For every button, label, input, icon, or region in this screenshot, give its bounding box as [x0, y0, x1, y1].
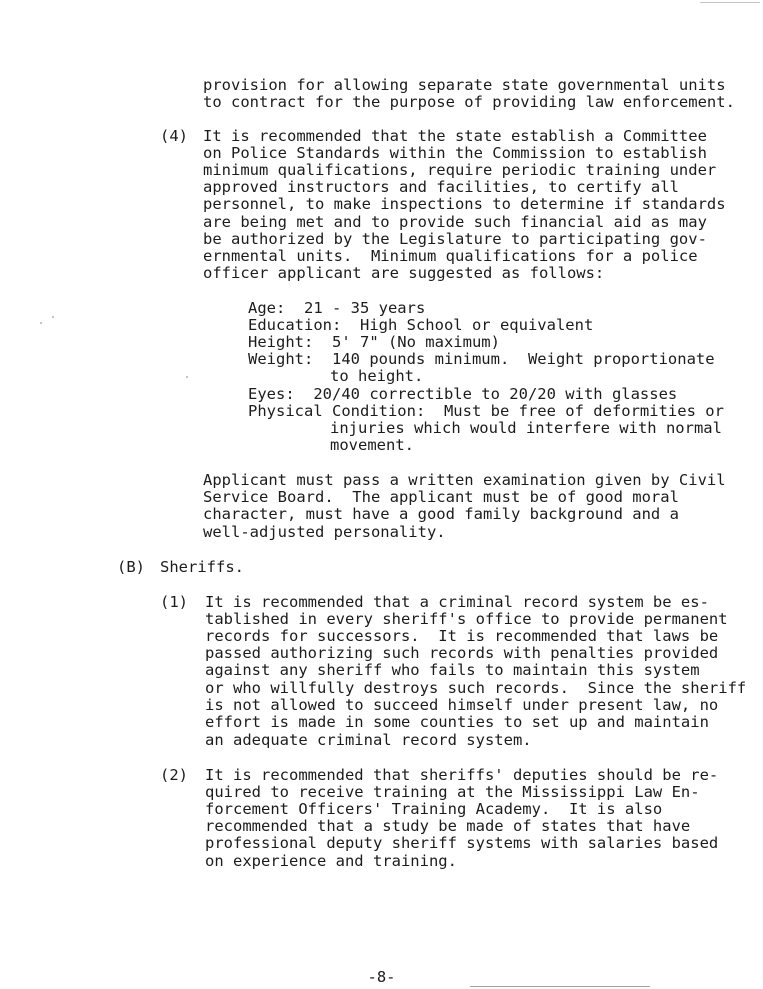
text-line: tablished in every sheriff's office to provide permanent: [205, 610, 728, 628]
text-line: It is recommended that a criminal record system be es-: [205, 593, 709, 611]
text-line: records for successors. It is recommended that laws be: [205, 627, 719, 645]
text-line: approved instructors and facilities, to certify all: [203, 178, 679, 196]
qualification-weight-continued: to height.: [330, 367, 424, 385]
text-line: forcement Officers' Training Academy. It is also: [205, 800, 663, 818]
item-marker: (1): [160, 593, 188, 611]
text-line: are being met and to provide such financial aid as may: [203, 213, 707, 231]
text-line: be authorized by the Legislature to participating gov-: [203, 230, 707, 248]
scan-speck: [40, 322, 42, 324]
text-line: on Police Standards within the Commission to establish: [203, 144, 707, 162]
text-line: professional deputy sheriff systems with salaries based: [205, 834, 719, 852]
qualification-physical: Physical Condition: Must be free of deformities or: [248, 402, 724, 420]
scan-speck: [52, 316, 54, 318]
text-line: passed authorizing such records with penalties provided: [205, 644, 719, 662]
section-marker: (B): [117, 558, 145, 576]
text-line: on experience and training.: [205, 852, 457, 870]
qualification-eyes: Eyes: 20/40 correctible to 20/20 with glasses: [248, 385, 678, 403]
text-line: personnel, to make inspections to determine if standards: [203, 195, 726, 213]
text-line: It is recommended that the state establish a Committee: [203, 127, 707, 145]
text-line: well-adjusted personality.: [203, 523, 446, 541]
qualification-weight: Weight: 140 pounds minimum. Weight proportionate: [248, 350, 715, 368]
scan-speck: [186, 376, 188, 378]
section-title: Sheriffs.: [160, 558, 244, 576]
text-line: is not allowed to succeed himself under present law, no: [205, 696, 719, 714]
text-line: ernmental units. Minimum qualifications for a police: [203, 247, 698, 265]
text-line: It is recommended that sheriffs' deputies should be re-: [205, 766, 719, 784]
qualification-height: Height: 5' 7" (No maximum): [248, 333, 500, 351]
scan-edge-line: [470, 986, 650, 987]
text-line: quired to receive training at the Mississippi Law En-: [205, 783, 700, 801]
scan-edge-line: [700, 2, 760, 3]
text-line: to contract for the purpose of providing law enforcement.: [203, 93, 735, 111]
qualification-physical-continued: injuries which would interfere with normal: [330, 419, 722, 437]
item-marker: (2): [160, 766, 188, 784]
text-line: officer applicant are suggested as follows:: [203, 264, 605, 282]
text-line: or who willfully destroys such records. Since the sheriff: [205, 679, 747, 697]
page-number: -8-: [367, 967, 396, 986]
text-line: against any sheriff who fails to maintain this system: [205, 661, 700, 679]
item-marker: (4): [160, 127, 188, 145]
text-line: character, must have a good family background and a: [203, 505, 679, 523]
text-line: recommended that a study be made of states that have: [205, 817, 691, 835]
qualification-physical-continued: movement.: [330, 436, 414, 454]
text-line: Applicant must pass a written examination given by Civil: [203, 471, 726, 489]
qualification-age: Age: 21 - 35 years: [248, 299, 426, 317]
text-line: effort is made in some counties to set up and maintain: [205, 713, 709, 731]
text-line: minimum qualifications, require periodic training under: [203, 161, 717, 179]
text-line: Service Board. The applicant must be of good moral: [203, 488, 679, 506]
qualification-education: Education: High School or equivalent: [248, 316, 594, 334]
text-line: an adequate criminal record system.: [205, 731, 532, 749]
text-line: provision for allowing separate state governmental units: [203, 76, 726, 94]
